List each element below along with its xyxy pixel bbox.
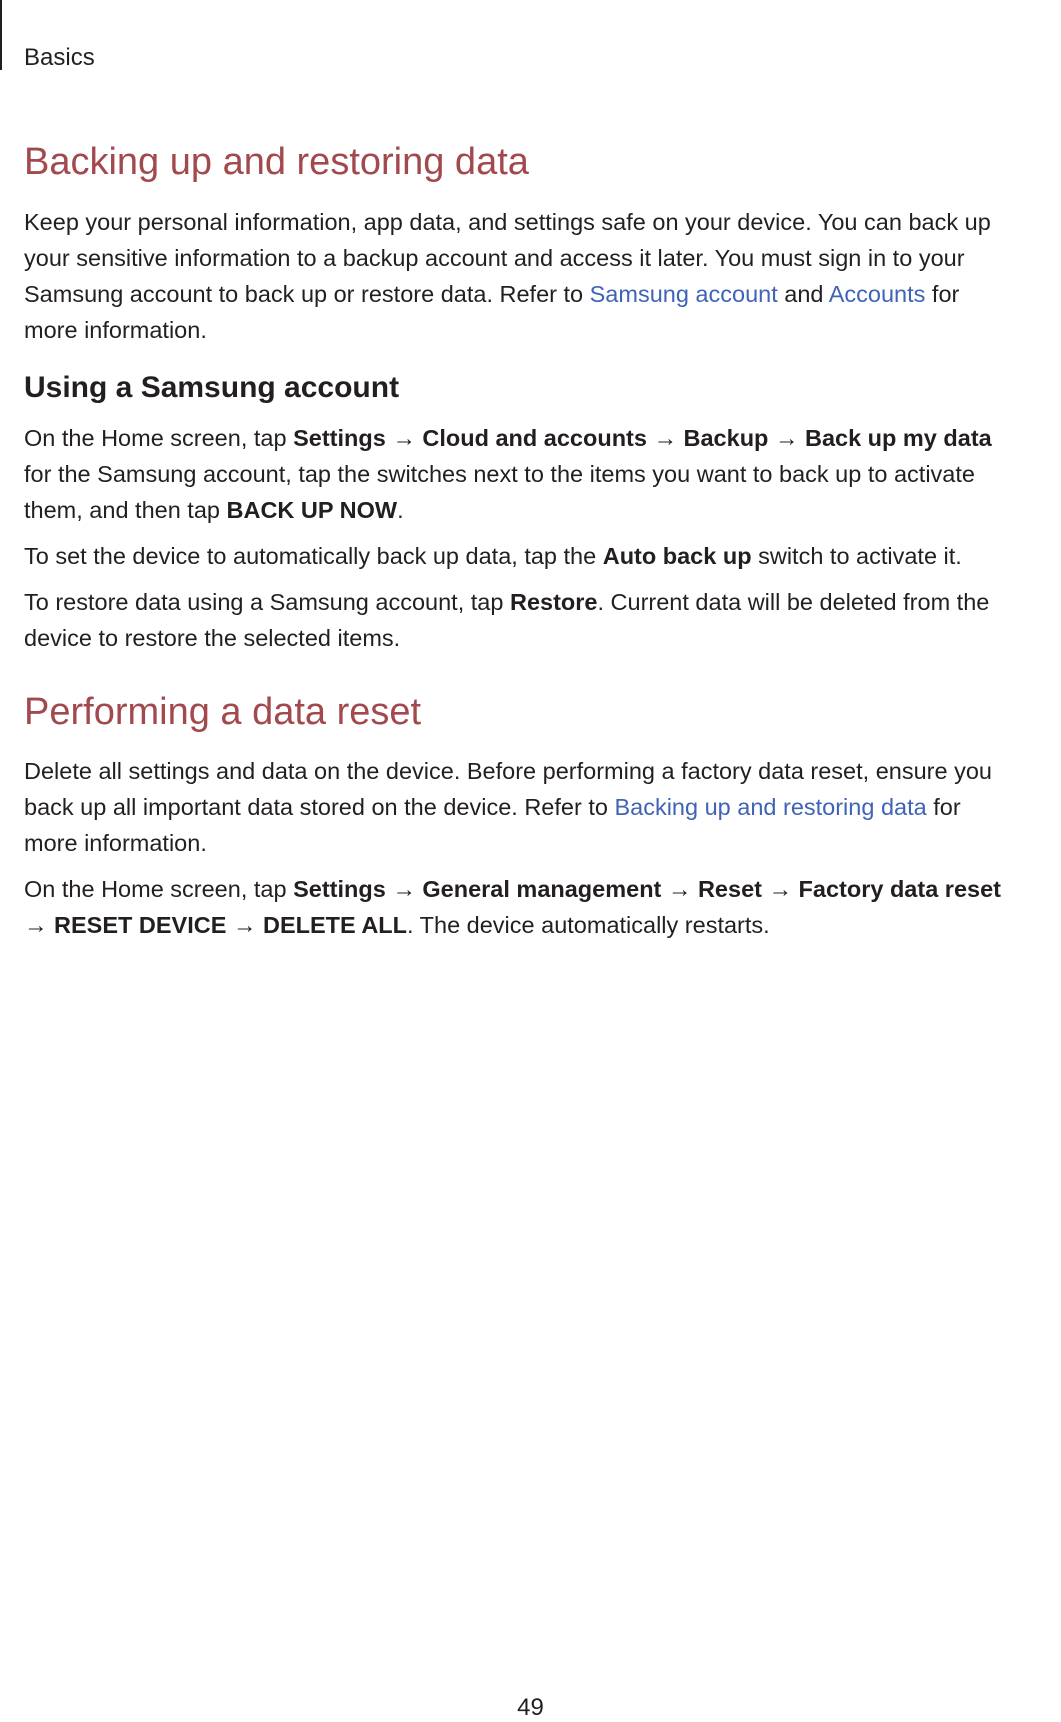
arrow: → bbox=[385, 876, 423, 903]
page-content bbox=[24, 140, 1061, 953]
text-run: Samsung account to back up or restore data. Refer to bbox=[24, 280, 590, 307]
text-run: On the Home screen, tap bbox=[24, 424, 294, 451]
header-rule bbox=[0, 0, 2, 70]
link-backing-up-and-restoring-data[interactable]: Backing up and restoring data bbox=[614, 794, 927, 821]
text-run: To restore data using a Samsung account, tap bbox=[24, 588, 510, 615]
heading-backing-up: Backing up and restoring data bbox=[24, 141, 529, 183]
text-line bbox=[24, 871, 1061, 907]
text-line: your sensitive information to a backup account and access it later. You must sign in to your bbox=[24, 244, 965, 271]
menu-path-cloud-and-accounts: Cloud and accounts bbox=[422, 424, 647, 451]
text-line: Delete all settings and data on the device. Before performing a factory data reset, ensure you bbox=[24, 758, 992, 785]
arrow: → bbox=[24, 912, 55, 939]
text-line bbox=[24, 420, 1061, 456]
text-line bbox=[24, 789, 1061, 825]
text-line: for the Samsung account, tap the switches next to the items you want to back up to activate bbox=[24, 460, 975, 487]
text-run: switch to activate it. bbox=[751, 542, 962, 569]
reset-intro-paragraph bbox=[24, 753, 1061, 861]
restore-paragraph bbox=[24, 584, 1061, 656]
text-run: . bbox=[397, 496, 404, 523]
menu-path-settings: Settings bbox=[293, 876, 386, 903]
text-run: back up all important data stored on the device. Refer to bbox=[24, 794, 615, 821]
menu-path-general-management: General management bbox=[422, 876, 662, 903]
text-run: them, and then tap bbox=[24, 496, 227, 523]
link-samsung-account[interactable]: Samsung account bbox=[589, 280, 778, 307]
text-run: To set the device to automatically back up data, tap the bbox=[24, 542, 603, 569]
text-line bbox=[24, 538, 1061, 574]
text-line: Keep your personal information, app data, and settings safe on your device. You can back up bbox=[24, 208, 991, 235]
text-run: . Current data will be deleted from the bbox=[597, 588, 990, 615]
text-run: for bbox=[925, 280, 960, 307]
menu-path-backup: Backup bbox=[683, 424, 769, 451]
arrow: → bbox=[661, 876, 698, 903]
text-line bbox=[24, 276, 1061, 312]
arrow: → bbox=[226, 912, 263, 939]
text-run: for bbox=[926, 794, 961, 821]
arrow: → bbox=[385, 424, 423, 451]
text-run: On the Home screen, tap bbox=[24, 876, 294, 903]
menu-path-reset-device: RESET DEVICE bbox=[54, 912, 227, 939]
text-line bbox=[24, 584, 1061, 620]
text-run: and bbox=[777, 280, 829, 307]
link-accounts[interactable]: Accounts bbox=[828, 280, 926, 307]
menu-path-back-up-now: BACK UP NOW bbox=[226, 496, 398, 523]
text-line bbox=[24, 907, 1061, 943]
text-line bbox=[24, 492, 1061, 528]
menu-path-delete-all: DELETE ALL bbox=[262, 912, 408, 939]
menu-path-factory-data-reset: Factory data reset bbox=[798, 876, 1001, 903]
intro-paragraph bbox=[24, 204, 1061, 348]
arrow: → bbox=[761, 876, 799, 903]
heading-data-reset: Performing a data reset bbox=[24, 690, 422, 733]
text-line: more information. bbox=[24, 316, 207, 343]
arrow: → bbox=[646, 424, 684, 451]
text-line: device to restore the selected items. bbox=[24, 624, 401, 651]
heading-using-samsung-account: Using a Samsung account bbox=[24, 370, 400, 404]
arrow: → bbox=[768, 424, 805, 451]
menu-path-back-up-my-data: Back up my data bbox=[804, 424, 992, 451]
text-run: . The device automatically restarts. bbox=[407, 912, 770, 939]
section-label: Basics bbox=[24, 44, 95, 71]
menu-path-restore: Restore bbox=[509, 588, 598, 615]
auto-backup-paragraph bbox=[24, 538, 1061, 574]
text-line: more information. bbox=[24, 830, 207, 857]
reset-steps-paragraph bbox=[24, 871, 1061, 943]
menu-path-settings: Settings bbox=[293, 424, 386, 451]
backup-steps-paragraph bbox=[24, 420, 1061, 528]
menu-path-auto-back-up: Auto back up bbox=[602, 542, 752, 569]
menu-path-reset: Reset bbox=[697, 876, 762, 903]
page-number: 49 bbox=[517, 1694, 544, 1721]
